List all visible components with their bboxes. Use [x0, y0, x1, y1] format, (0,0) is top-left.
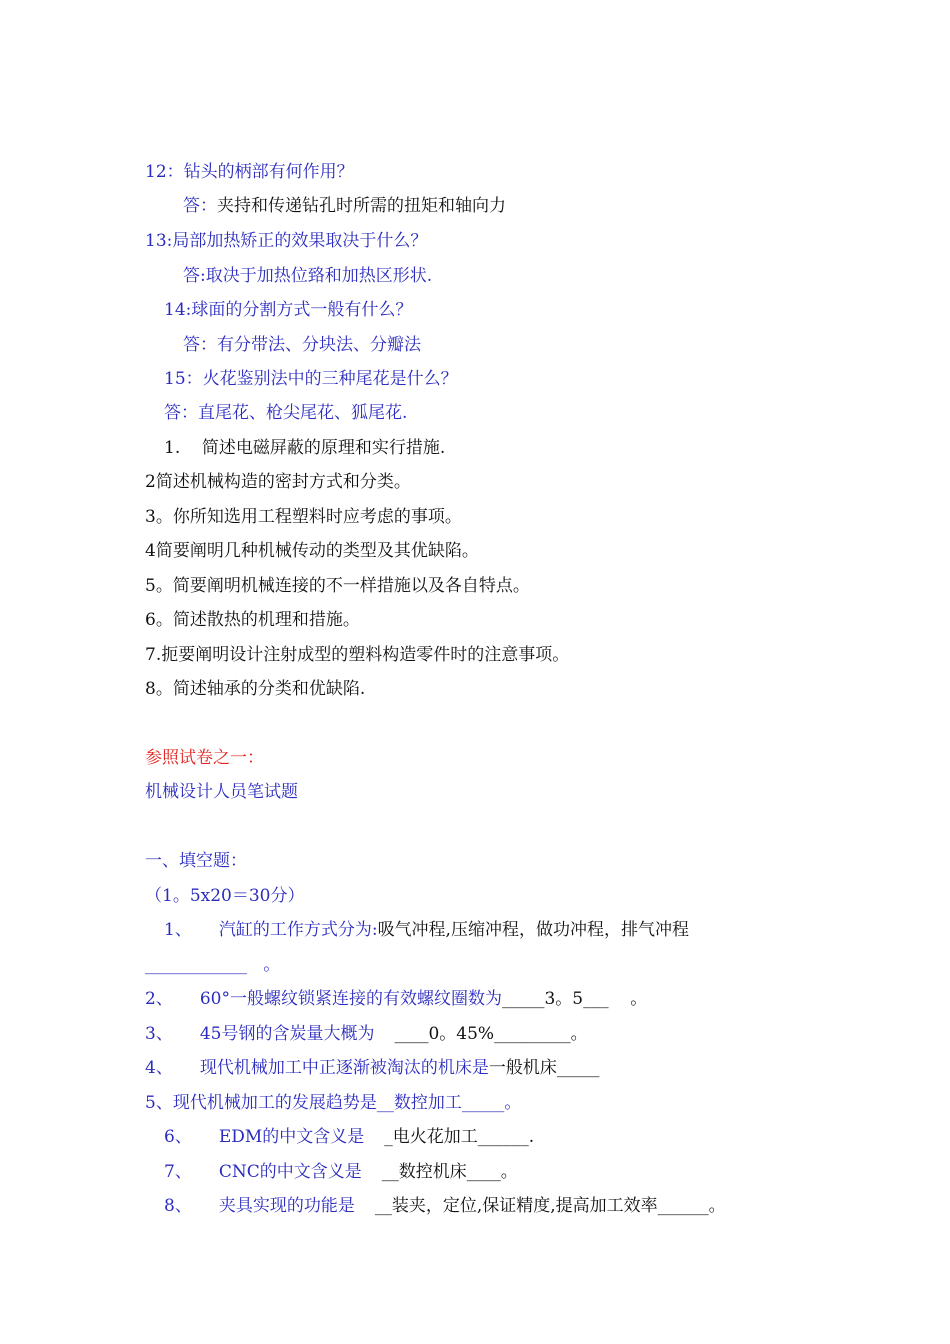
item-number: 7、 [164, 1162, 192, 1182]
item-answer: 一般机床_____ [488, 1058, 600, 1078]
fill-item-1 [164, 918, 689, 942]
fill-item-4 [145, 1056, 599, 1080]
answer-12 [183, 194, 506, 218]
item-answer: _____3。5___ 。 [501, 989, 648, 1009]
item-number: 3、 [145, 1024, 173, 1044]
item-number: 1、 [164, 920, 192, 940]
fill-item-2 [145, 987, 647, 1011]
list-item-8: 8。简述轴承的分类和优缺陷. [145, 679, 366, 699]
list-item-3: 3。你所知选用工程塑料时应考虑的事项。 [145, 507, 462, 527]
score-note: （1。5x20＝30分） [145, 886, 305, 906]
list-item-7: 7.扼要阐明设计注射成型的塑料构造零件时的注意事项。 [145, 645, 570, 665]
list-item-6: 6。简述散热的机理和措施。 [145, 610, 360, 630]
item-label: 60°一般螺纹锁紧连接的有效螺纹圈数为 [199, 989, 502, 1009]
list-item-4: 4简要阐明几种机械传动的类型及其优缺陷。 [145, 541, 479, 561]
question-15: 15：火花鉴别法中的三种尾花是什么？ [164, 369, 458, 389]
item-answer: ____0。45%_________。 [394, 1024, 588, 1044]
question-13: 13:局部加热矫正的效果取决于什么？ [145, 231, 428, 251]
fill-item-7 [164, 1160, 518, 1184]
answer-15: 答：直尾花、枪尖尾花、狐尾花. [164, 403, 408, 423]
list-item-2: 2简述机械构造的密封方式和分类。 [145, 472, 411, 492]
fill-item-8 [164, 1194, 726, 1218]
answer-13: 答:取决于加热位臵和加热区形状. [183, 266, 433, 286]
ref-title: 参照试卷之一： [145, 748, 264, 768]
item-answer: _电火花加工______. [384, 1127, 535, 1147]
answer-label: 答： [183, 196, 217, 216]
item-label: 夹具实现的功能是 [218, 1196, 355, 1216]
item-answer: __数控机床____。 [381, 1162, 518, 1182]
item-label: CNC的中文含义是 [218, 1162, 362, 1182]
item-answer: __装夹，定位,保证精度,提高加工效率______。 [374, 1196, 726, 1216]
fill-item-1-blank: ____________ 。 [145, 955, 281, 975]
answer-text: 夹持和传递钻孔时所需的扭矩和轴向力 [217, 196, 506, 216]
question-14: 14:球面的分割方式一般有什么？ [164, 300, 413, 320]
exam-title: 机械设计人员笔试题 [145, 782, 298, 802]
answer-14: 答：有分带法、分块法、分瓣法 [183, 335, 421, 355]
item-number: 6、 [164, 1127, 192, 1147]
item-label: 45号钢的含炭量大概为 [199, 1024, 375, 1044]
fill-item-5: 5、现代机械加工的发展趋势是__数控加工_____。 [145, 1093, 522, 1113]
item-number: 8、 [164, 1196, 192, 1216]
list-item-1: 1. 简述电磁屏蔽的原理和实行措施. [164, 438, 446, 458]
item-number: 4、 [145, 1058, 173, 1078]
item-answer: 吸气冲程,压缩冲程，做功冲程，排气冲程 [377, 920, 689, 940]
fill-item-6 [164, 1125, 534, 1149]
list-item-5: 5。简要阐明机械连接的不一样措施以及各自特点。 [145, 576, 530, 596]
item-label: EDM的中文含义是 [218, 1127, 365, 1147]
question-12: 12：钻头的柄部有何作用？ [145, 162, 354, 182]
part-title: 一、填空题： [145, 851, 247, 871]
fill-item-3 [145, 1022, 588, 1046]
item-label: 汽缸的工作方式分为: [218, 920, 378, 940]
item-number: 2、 [145, 989, 173, 1009]
item-label: 现代机械加工中正逐渐被淘汰的机床是 [199, 1058, 489, 1078]
